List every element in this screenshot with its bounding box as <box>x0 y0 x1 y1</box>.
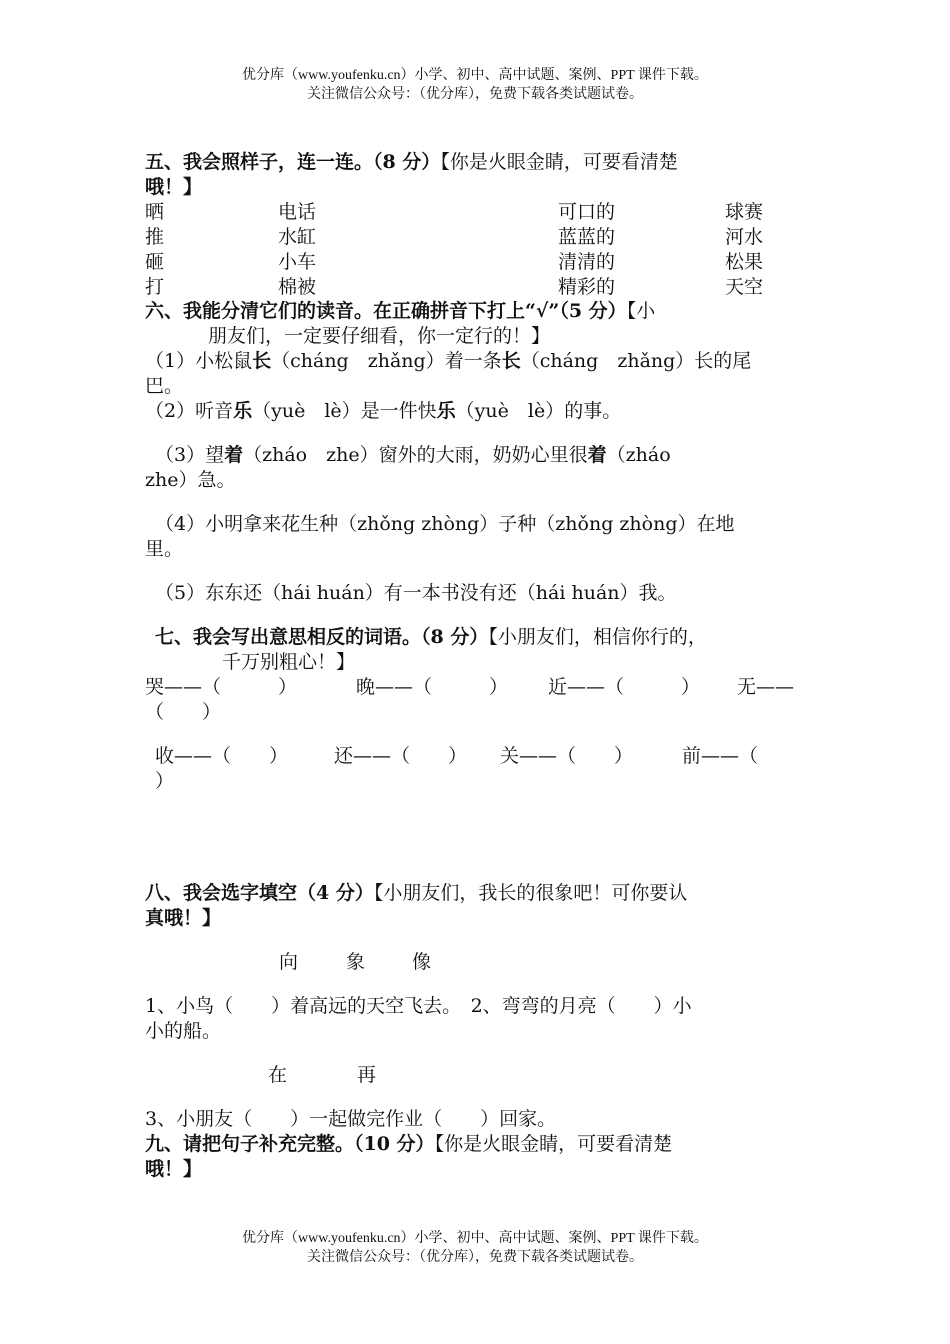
match-left-2: 推 <box>145 226 165 248</box>
pinyin-q1-text-e: （cháng zhǎng）长的尾 <box>520 350 752 372</box>
pinyin-q1 <box>145 349 815 374</box>
match-noun-2: 水缸 <box>278 226 317 248</box>
match-noun-3: 小车 <box>278 251 317 273</box>
match-row-1 <box>145 200 815 225</box>
section-8-hint: 【小朋友们，我长的很象吧！可你要认 <box>373 882 688 904</box>
match-adj-3: 清清的 <box>558 251 616 273</box>
pinyin-q2-char-1: 乐 <box>233 400 253 422</box>
match-right-3: 松果 <box>725 251 764 273</box>
antonym-6: 还——（ ） <box>334 745 468 767</box>
antonym-2: 晚——（ ） <box>356 676 509 698</box>
section-8-title: 八、我会选字填空（4 分） <box>145 882 374 904</box>
footer-line-1: 优分库（www.youfenku.cn）小学、初中、高中试题、案例、PPT 课件下载。 <box>242 1231 708 1246</box>
section-5 <box>145 150 815 300</box>
match-adj-1: 可口的 <box>558 201 616 223</box>
choice-zai-again: 再 <box>357 1064 377 1086</box>
pinyin-q3-char-1: 着 <box>224 444 244 466</box>
match-adj-4: 精彩的 <box>558 276 616 298</box>
pinyin-q2 <box>145 399 815 424</box>
section-6-hint: 【小 <box>626 300 656 322</box>
header-line-2: 关注微信公众号：（优分库），免费下载各类试题试卷。 <box>307 87 643 102</box>
pinyin-q2-text-e: （yuè lè）的事。 <box>455 400 622 422</box>
match-right-4: 天空 <box>725 276 764 298</box>
choice-xiang-elephant: 象 <box>346 951 366 973</box>
section-6 <box>145 299 815 424</box>
pinyin-q2-char-2: 乐 <box>436 400 456 422</box>
antonym-1: 哭——（ ） <box>145 676 298 698</box>
pinyin-q4-end: 里。 <box>145 538 184 560</box>
pinyin-q5: （5）东东还（hái huán）有一本书没有还（hái huán）我。 <box>155 582 677 604</box>
match-row-2 <box>145 225 815 250</box>
section-6-hint-end: 朋友们，一定要仔细看，你一定行的！】 <box>208 325 551 347</box>
match-right-1: 球赛 <box>725 201 764 223</box>
pinyin-q4: （4）小明拿来花生种（zhǒng zhòng）子种（zhǒng zhòng）在地 <box>155 513 735 535</box>
section-8-title-line <box>145 881 687 906</box>
section-9-title-line <box>145 1132 672 1157</box>
match-noun-4: 棉被 <box>278 276 317 298</box>
pinyin-q1-char-1: 长 <box>252 350 272 372</box>
antonym-7: 关——（ ） <box>500 745 634 767</box>
pinyin-q1-text-c: （cháng zhǎng）着一条 <box>271 350 502 372</box>
pinyin-q2-text-a: （2）听音 <box>145 400 234 422</box>
page-footer <box>0 1229 950 1267</box>
section-7-hint: 【小朋友们，相信你行的， <box>488 626 707 648</box>
choice-xiang-direction: 向 <box>279 951 299 973</box>
section-8-hint-end: 真哦！】 <box>145 907 222 929</box>
pinyin-q3-end: zhe）急。 <box>145 469 236 491</box>
antonym-4: 无—— <box>737 676 795 698</box>
section-5-title: 五、我会照样子，连一连。（8 分） <box>145 151 441 173</box>
pinyin-q3-text-a: （3）望 <box>155 444 225 466</box>
match-row-3 <box>145 250 815 275</box>
pinyin-q3-text-e: （zháo <box>606 444 671 466</box>
page-header <box>0 66 950 104</box>
choice-xiang-like: 像 <box>412 951 432 973</box>
pinyin-q3 <box>155 443 671 468</box>
section-9-hint: 【你是火眼金睛，可要看清楚 <box>434 1133 673 1155</box>
match-noun-1: 电话 <box>278 201 317 223</box>
antonym-8: 前——（ <box>682 745 759 767</box>
section-5-hint-end: 哦！】 <box>145 176 203 198</box>
header-line-1: 优分库（www.youfenku.cn）小学、初中、高中试题、案例、PPT 课件下载。 <box>242 68 708 83</box>
section-5-hint: 【你是火眼金睛，可要看清楚 <box>440 151 678 173</box>
fill-q1: 1、小鸟（ ）着高远的天空飞去。 2、弯弯的月亮（ ）小 <box>145 995 692 1017</box>
match-left-1: 晒 <box>145 201 165 223</box>
match-adj-2: 蓝蓝的 <box>558 226 616 248</box>
section-6-title: 六、我能分清它们的读音。在正确拼音下打上“√”（5 分） <box>145 300 627 322</box>
pinyin-q2-text-c: （yuè lè）是一件快 <box>252 400 437 422</box>
pinyin-q3-text-c: （zháo zhe）窗外的大雨，奶奶心里很 <box>243 444 588 466</box>
section-7-title: 七、我会写出意思相反的词语。（8 分） <box>155 626 489 648</box>
choice-zai-at: 在 <box>268 1064 288 1086</box>
section-7-hint-end: 千万别粗心！】 <box>222 651 356 673</box>
antonym-4-blank: （ ） <box>145 701 222 723</box>
pinyin-q3-char-2: 着 <box>587 444 607 466</box>
pinyin-q1-text-a: （1）小松鼠 <box>145 350 253 372</box>
antonym-3: 近——（ ） <box>548 676 701 698</box>
antonym-5: 收——（ ） <box>155 745 289 767</box>
match-right-2: 河水 <box>725 226 764 248</box>
section-9-title: 九、请把句子补充完整。（10 分） <box>145 1133 435 1155</box>
pinyin-q1-char-2: 长 <box>501 350 521 372</box>
pinyin-q1-end: 巴。 <box>145 375 184 397</box>
antonym-8-blank: ） <box>155 770 175 792</box>
match-left-4: 打 <box>145 276 165 298</box>
fill-q1-end: 小的船。 <box>145 1020 222 1042</box>
match-row-4 <box>145 275 815 300</box>
fill-q3: 3、小朋友（ ）一起做完作业（ ）回家。 <box>145 1108 557 1130</box>
match-left-3: 砸 <box>145 251 165 273</box>
section-7-title-line <box>155 625 707 650</box>
footer-line-2: 关注微信公众号：（优分库），免费下载各类试题试卷。 <box>307 1250 643 1265</box>
section-9-hint-end: 哦！】 <box>145 1158 203 1180</box>
